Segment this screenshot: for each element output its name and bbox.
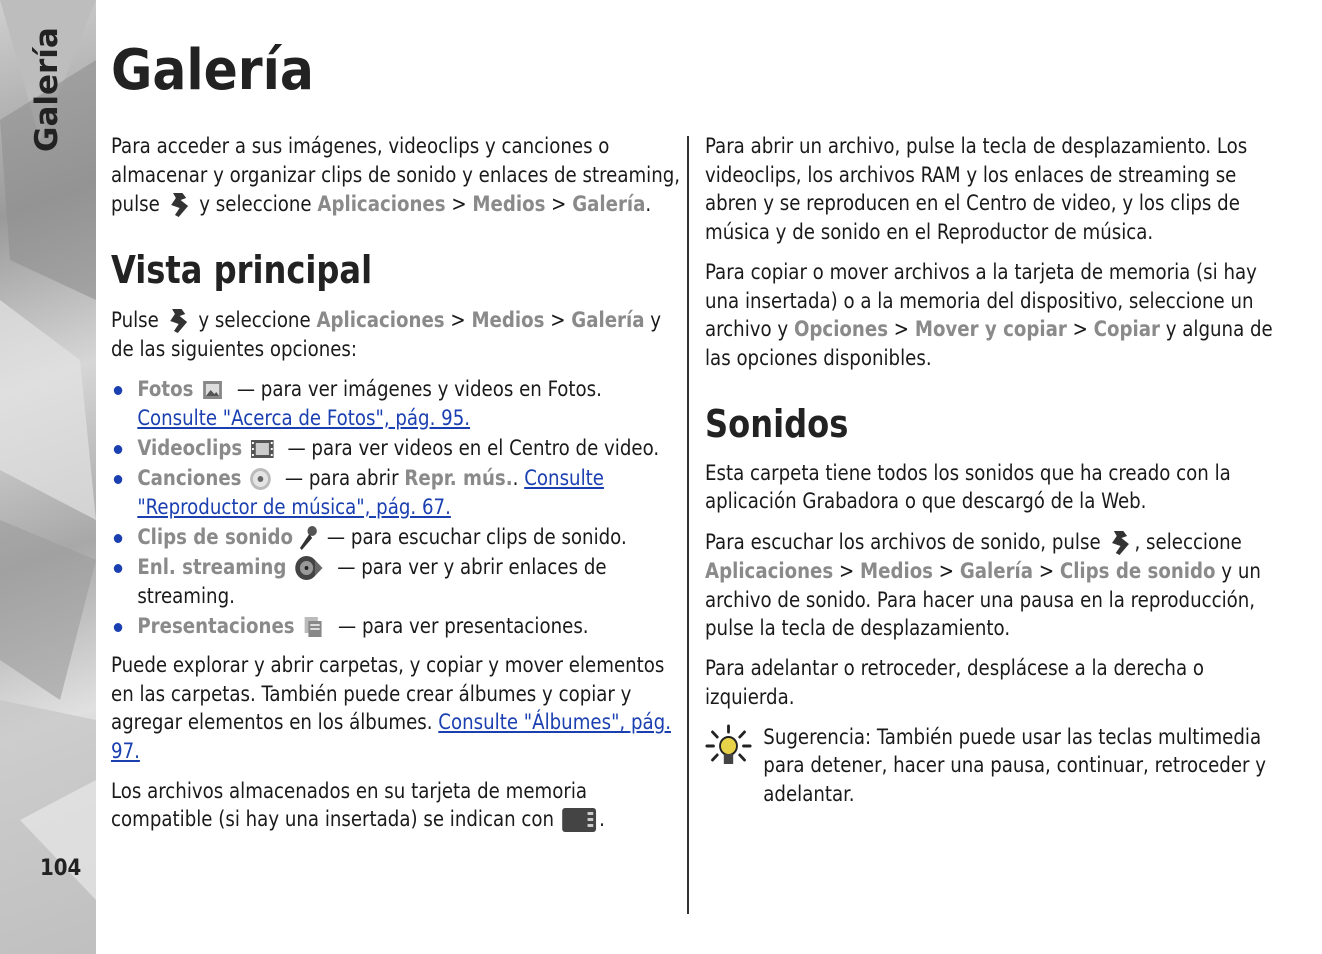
page-number: 104 (40, 856, 82, 881)
column-divider (687, 136, 689, 914)
explore-paragraph: Puede explorar y abrir carpetas, y copiar y mover elementos en las carpetas. También puede crear álbumes y copiar y agregar elementos en los álbumes. Consulte "Álbumes", pág. 97. (111, 652, 671, 765)
link-acerca-de-fotos[interactable]: Consulte "Acerca de Fotos", pág. 95. (137, 405, 471, 431)
tip-text: También puede usar las teclas multimedia para detener, hacer una pausa, continuar, retroceder y adelantar. (763, 724, 1267, 807)
menu-path-aplicaciones: Aplicaciones (317, 192, 446, 218)
light-bulb-icon (705, 724, 752, 770)
sonidos-description: Esta carpeta tiene todos los sonidos que ha creado con la aplicación Grabadora o que descargó de la Web. (705, 460, 1231, 515)
chapter-title: Galería (29, 27, 65, 152)
intro-paragraph: Para acceder a sus imágenes, videoclips y canciones o almacenar y organizar clips de sonido y enlaces de streaming, pulse y seleccione Aplicaciones > Medios > Galería. (111, 133, 681, 220)
seek-paragraph: Para adelantar o retroceder, desplácese a la derecha o izquierda. (705, 656, 1204, 710)
right-column (705, 133, 1277, 810)
list-item: Clips de sonido — para escuchar clips de sonido. (111, 524, 681, 553)
photos-icon (201, 378, 224, 402)
memory-paragraph: Los archivos almacenados en su tarjeta de memoria compatible (si hay una insertada) se indican con . (111, 778, 605, 833)
cd-icon (249, 467, 272, 491)
film-icon (250, 438, 274, 460)
menu-path-galeria: Galería (572, 192, 646, 218)
heading-vista-principal: Vista principal (111, 248, 373, 293)
menu-key-icon (167, 190, 191, 220)
options-list (111, 376, 681, 642)
page-title: Galería (111, 38, 314, 103)
presentation-icon (302, 615, 325, 639)
open-file-paragraph: Para abrir un archivo, pulse la tecla de desplazamiento. Los videoclips, los archivos RAM y los enlaces de streaming se abren y se reproducen en el Centro de video, y los clips de música y de sonido en el Reproductor de música. (705, 134, 1248, 246)
chapter-sidebar (0, 0, 96, 954)
streaming-icon (294, 554, 324, 582)
menu-key-icon (1108, 528, 1132, 558)
microphone-icon (297, 525, 318, 551)
list-item: Videoclips — para ver videos en el Centro de video. (111, 435, 681, 464)
list-item: Enl. streaming — para ver y abrir enlaces de streaming. (111, 554, 681, 611)
link-albumes[interactable]: Consulte "Álbumes", pág. 97. (111, 710, 671, 765)
left-column (111, 133, 681, 846)
heading-sonidos: Sonidos (705, 401, 849, 446)
copy-move-paragraph: Para copiar o mover archivos a la tarjeta de memoria (si hay una insertada) o a la memoria del dispositivo, seleccione un archivo y Opciones > Mover y copiar > Copiar y alguna de las opciones disponibles. (705, 259, 1273, 371)
list-item: Canciones — para abrir Repr. mús.. Consulte "Reproductor de música", pág. 67. (111, 465, 681, 522)
tip-box (705, 724, 1277, 810)
tip-label: Sugerencia: (763, 724, 872, 750)
list-item: Presentaciones — para ver presentaciones. (111, 613, 681, 642)
memory-card-icon (562, 807, 598, 833)
menu-key-icon (166, 306, 190, 336)
list-item: Fotos — para ver imágenes y videos en Fotos. Consulte "Acerca de Fotos", pág. 95. (111, 376, 681, 433)
pulse-paragraph: Pulse y seleccione Aplicaciones > Medios > Galería y de las siguientes opciones: (111, 308, 662, 363)
listen-paragraph: Para escuchar los archivos de sonido, pulse , seleccione Aplicaciones > Medios > Galería > Clips de sonido y un archivo de sonido. Para hacer una pausa en la reproducción, pulse la tecla de desplazamiento. (705, 530, 1261, 642)
menu-path-medios: Medios (472, 192, 546, 218)
link-reproductor-de-musica[interactable]: Consulte "Reproductor de música", pág. 67. (137, 466, 604, 520)
